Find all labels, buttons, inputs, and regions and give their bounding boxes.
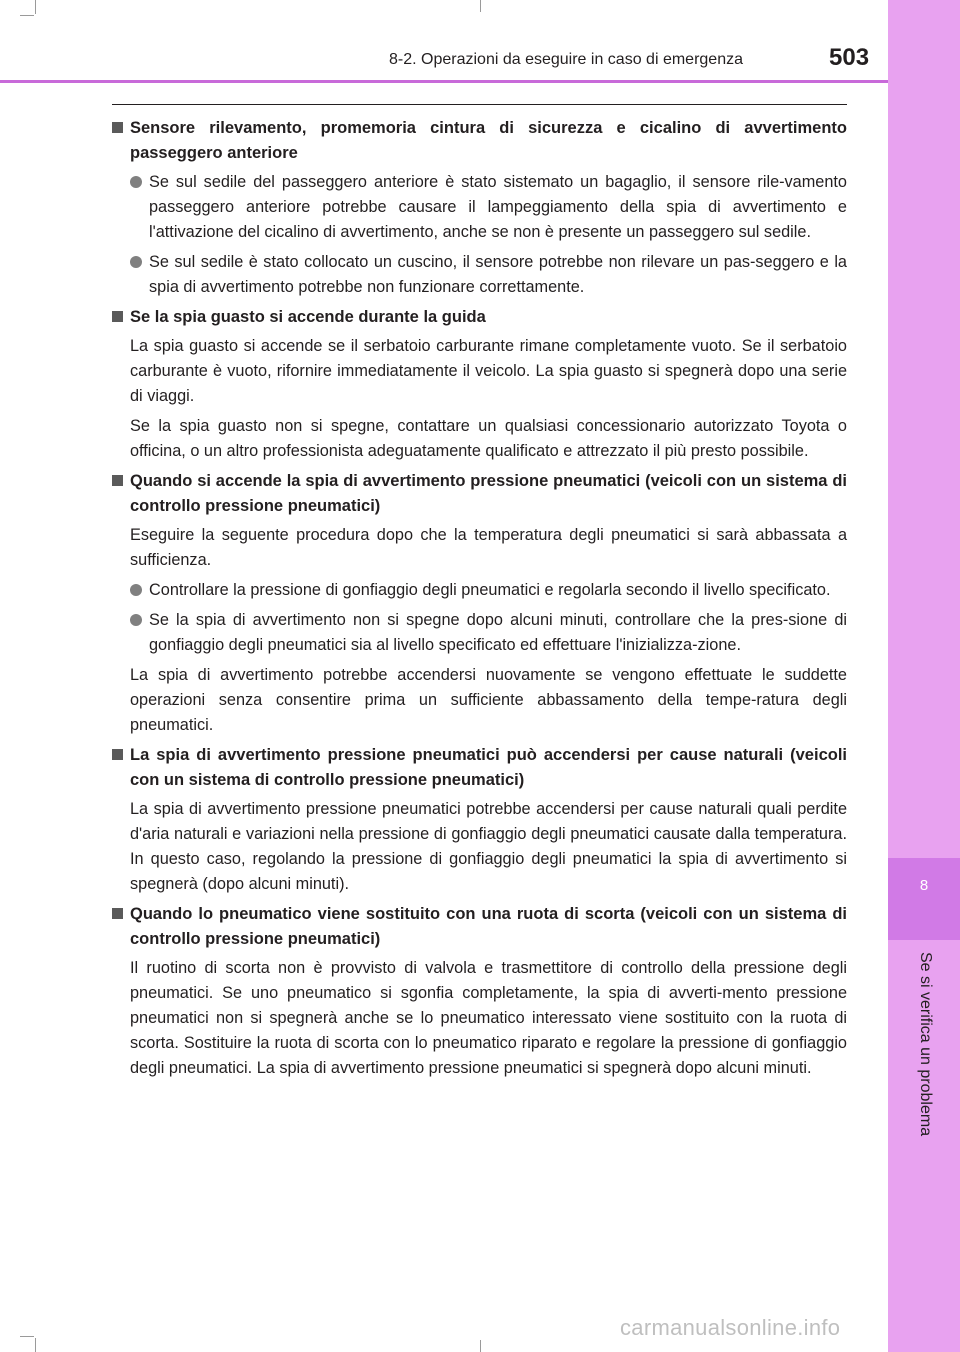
- paragraph: Se la spia guasto non si spegne, contattare un qualsiasi concessionario autorizzato Toyota o officina, o un altro professionista adeguatamente qualificato e attrezzato il più presto possibile.: [130, 417, 847, 460]
- paragraph: La spia di avvertimento pressione pneumatici potrebbe accendersi per cause naturali quali perdite d'aria naturali e variazioni nella pressione di gonfiaggio degli pneumatici causate dalla temperatura. In questo caso, regolando la pressione di gonfiaggio degli pneumatici la spia di avvertimento si spegnerà (dopo alcuni minuti).: [130, 800, 847, 893]
- section-heading: [110, 305, 847, 330]
- section-header: 8-2. Operazioni da eseguire in caso di emergenza: [389, 51, 743, 68]
- square-bullet-icon: [112, 122, 123, 133]
- square-bullet-icon: [112, 749, 123, 760]
- bullet-text: Se la spia di avvertimento non si spegne dopo alcuni minuti, controllare che la pres-sione di gonfiaggio degli pneumatici sia al livello specificato ed effettuare l'inizializza-zione.: [149, 611, 847, 654]
- bullet-item: [130, 170, 847, 245]
- content-rule: [112, 104, 847, 105]
- bullet-text: Controllare la pressione di gonfiaggio degli pneumatici e regolarla secondo il livello specificato.: [149, 581, 831, 599]
- crop-mark: [480, 0, 481, 12]
- round-bullet-icon: [130, 614, 142, 626]
- section-heading-text: Sensore rilevamento, promemoria cintura di sicurezza e cicalino di avvertimento passeggero anteriore: [130, 119, 847, 162]
- bullet-item: [130, 578, 847, 603]
- crop-mark: [35, 0, 36, 14]
- square-bullet-icon: [112, 475, 123, 486]
- page-number: 503: [829, 44, 870, 71]
- section-heading-text: Se la spia guasto si accende durante la guida: [130, 308, 486, 326]
- chapter-number: 8: [919, 877, 929, 894]
- paragraph: Il ruotino di scorta non è provvisto di valvola e trasmettitore di controllo della pressione degli pneumatici. Se uno pneumatico si sgonfia completamente, la spia di avverti-mento pressione pneumatici non si spegnerà anche se lo pneumatico interessato viene sostituito con la ruota di scorta. Sostituire la ruota di scorta con lo pneumatico riparato e regolare la pressione di gonfiaggio degli pneumatici. La spia di avvertimento pressione pneumatici si spegnerà dopo alcuni minuti.: [130, 959, 847, 1077]
- watermark: carmanualsonline.info: [620, 1315, 841, 1340]
- round-bullet-icon: [130, 176, 142, 188]
- crop-mark: [20, 15, 34, 16]
- round-bullet-icon: [130, 256, 142, 268]
- round-bullet-icon: [130, 584, 142, 596]
- crop-mark: [20, 1336, 34, 1337]
- chapter-tab: [888, 858, 960, 940]
- paragraph: La spia guasto si accende se il serbatoio carburante rimane completamente vuoto. Se il serbatoio carburante è vuoto, rifornire immediatamente il veicolo. La spia guasto si spegnerà dopo una serie di viaggi.: [130, 337, 847, 405]
- square-bullet-icon: [112, 311, 123, 322]
- crop-mark: [35, 1338, 36, 1352]
- page-content: [110, 112, 847, 1086]
- bullet-item: [130, 608, 847, 658]
- paragraph: Eseguire la seguente procedura dopo che la temperatura degli pneumatici si sarà abbassata a sufficienza.: [130, 526, 847, 569]
- section-heading-text: Quando si accende la spia di avvertimento pressione pneumatici (veicoli con un sistema di controllo pressione pneumatici): [130, 472, 847, 515]
- section-heading: [110, 469, 847, 519]
- bullet-item: [130, 250, 847, 300]
- section-heading-text: La spia di avvertimento pressione pneumatici può accendersi per cause naturali (veicoli con un sistema di controllo pressione pneumatici): [130, 746, 847, 789]
- section-heading: [110, 902, 847, 952]
- chapter-label: Se si verifica un problema: [917, 952, 934, 1137]
- bullet-text: Se sul sedile del passeggero anteriore è stato sistemato un bagaglio, il sensore rile-vamento passeggero anteriore potrebbe causare il lampeggiamento della spia di avvertimento e l'attivazione del cicalino di avvertimento, anche se non è presente un passeggero sul sedile.: [149, 173, 847, 241]
- section-heading: [110, 743, 847, 793]
- header-rule: [0, 80, 888, 83]
- paragraph: La spia di avvertimento potrebbe accendersi nuovamente se vengono effettuate le suddette operazioni senza consentire prima un sufficiente abbassamento della tempe-ratura degli pneumatici.: [130, 666, 847, 734]
- section-heading: [110, 116, 847, 166]
- crop-mark: [480, 1340, 481, 1352]
- bullet-text: Se sul sedile è stato collocato un cuscino, il sensore potrebbe non rilevare un pas-seggero e la spia di avvertimento potrebbe non funzionare correttamente.: [149, 253, 847, 296]
- square-bullet-icon: [112, 908, 123, 919]
- section-heading-text: Quando lo pneumatico viene sostituito con una ruota di scorta (veicoli con un sistema di controllo pressione pneumatici): [130, 905, 847, 948]
